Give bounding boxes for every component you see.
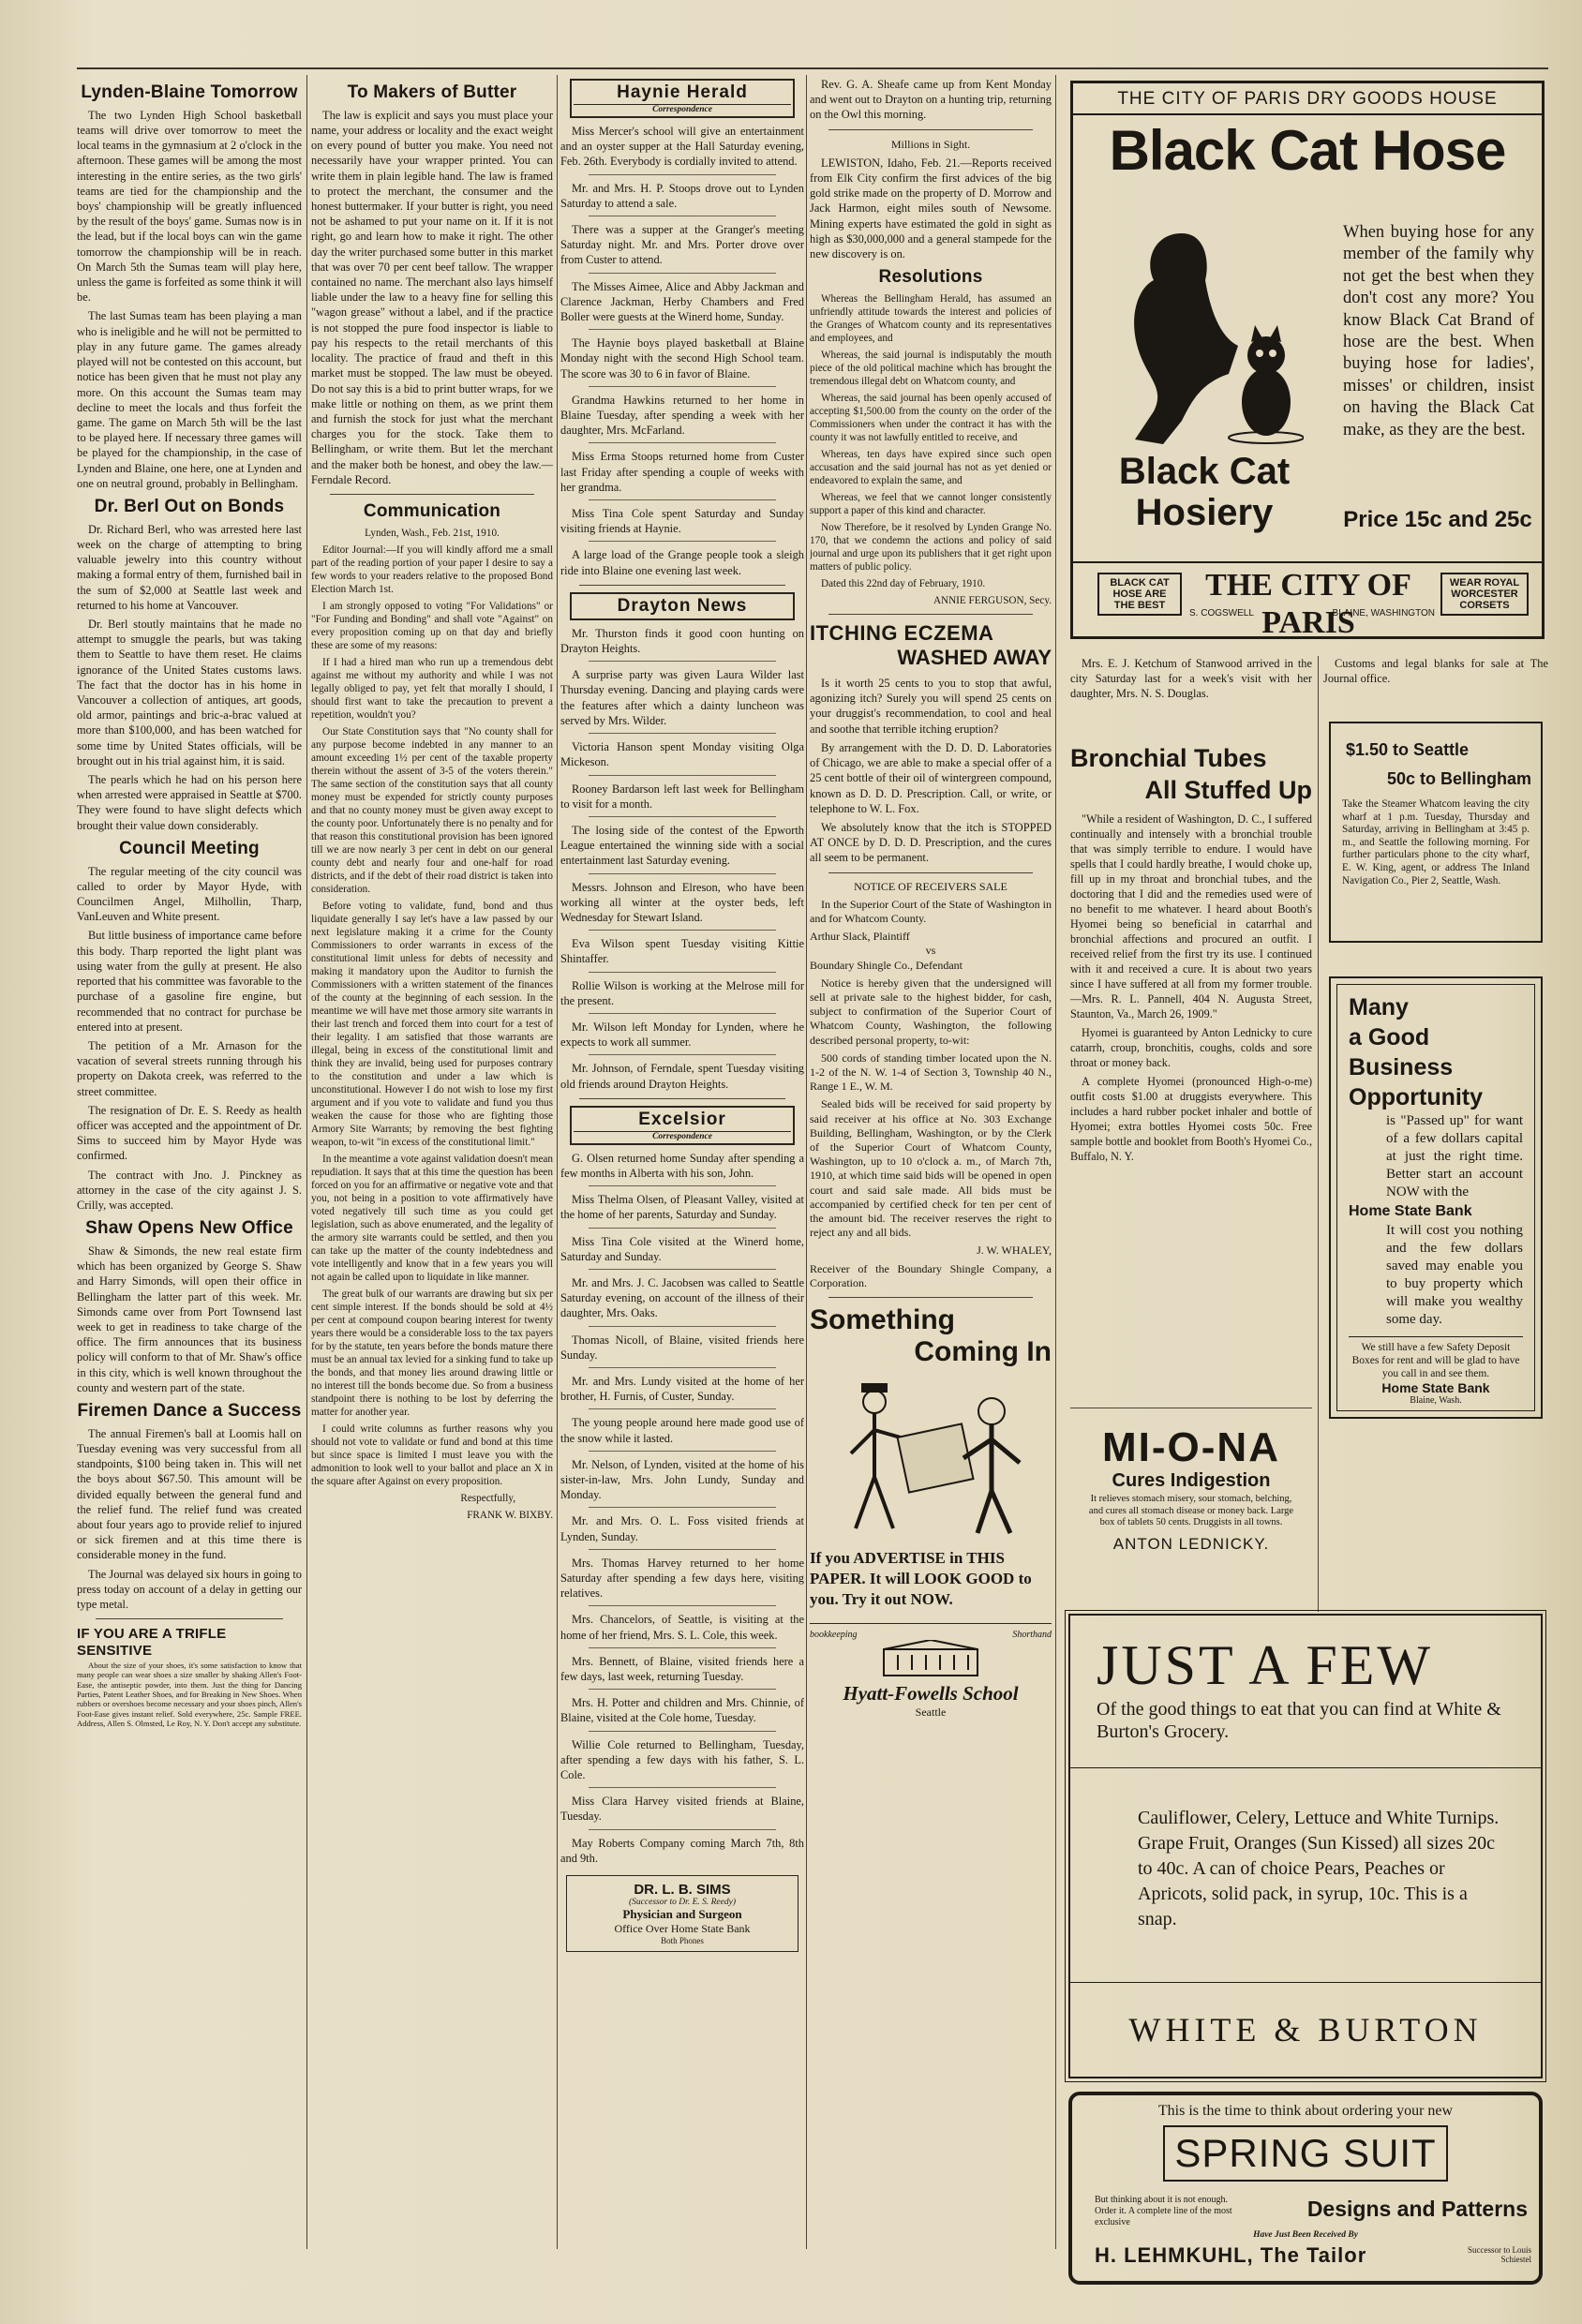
sims-name: DR. L. B. SIMS (634, 1882, 731, 1899)
spring-suit-ad (1068, 2092, 1543, 2285)
berl-headline: Dr. Berl Out on Bonds (94, 496, 285, 516)
excelsior-item: Miss Thelma Olsen, of Pleasant Valley, visited at the home of her parents, Saturday and Sunday. (560, 1193, 804, 1222)
communication-headline: Communication (363, 500, 501, 521)
berl-p1: Dr. Richard Berl, who was arrested here last week on the charge of attempting to bring valuable jewelry into this country without making a formal entry of them, furnished bail in the sum of $2,000 at Seattle last week and returned to his home at Vancouver. (77, 522, 302, 612)
item-divider (589, 174, 776, 175)
spring-title: SPRING SUIT (1163, 2125, 1448, 2182)
excelsior-header (570, 1106, 795, 1145)
comm-p9: I could write columns as further reasons why you should not vote to validate or fund and bond at this time but since space is limited I must leave you with the admonition to look well to your ballot and place an X in the square after Against on every proposition. (311, 1423, 553, 1487)
drayton-item: Messrs. Johnson and Elreson, who have been working all winter at the oyster beds, left Wednesday for Stewart Island. (560, 880, 804, 924)
item-divider (589, 1451, 776, 1452)
drayton-title: Drayton News (617, 595, 748, 616)
item-divider (589, 1228, 776, 1229)
item-divider (589, 733, 776, 734)
lynden-p2: The last Sumas team has been playing a man who is ineligible and he will not be permitted to play in any future game. The games already played will not be contested on this account, but notice has been given that he must not play any more. On this account the Sumas team may decline to meet the locals and thus forfeit the game. The game on March 5th will be the last to be played here. If necessary three games will be played for the championship, in the case of Lynden and Blaine, one here, one at Lynden and one on neutral ground, probably in Bellingham. (77, 309, 302, 490)
item-divider (589, 329, 776, 330)
item-divider (589, 1549, 776, 1550)
berl-p2: Dr. Berl stoutly maintains that he made no attempt to smuggle the pearls, but was taking them to Seattle to have them reset. He claims ignorance of the United States customs laws. The fact that the doctor has in his home in Vancouver a collection of antiques, art goods, old armor, paintings and bric-a-brac valued at more than $100,000, and has been watched for some time by United States officials, will be brought out in his trial against him, it is said. (77, 617, 302, 767)
comm-p3: I am strongly opposed to voting "For Validations" or "For Funding and Bonding" and shall vote "Against" on every proposition coming up on that day and briefly these are some of my reasons: (311, 600, 553, 651)
item-divider (589, 442, 776, 443)
bank-ad (1329, 976, 1543, 1419)
receivers-p3: 500 cords of standing timber located upon the N. 1-2 of the N. W. 1-4 of Section 3, Township 40 N., Range 1 E., W. M. (810, 1050, 1052, 1094)
council-p3: The petition of a Mr. Arnason for the vacation of several streets running through his property on Dakota creek, was referred to the street committee. (77, 1038, 302, 1098)
drayton-item: Rooney Bardarson left last week for Bellingham to visit for a month. (560, 782, 804, 811)
steamer-l1: $1.50 to Seattle (1346, 740, 1470, 759)
bank-p1: is "Passed up" for want of a few dollars capital at just the right time. Better start an account NOW with the (1386, 1113, 1523, 1199)
jaf-sub: Of the good things to eat that you can find at White & Burton's Grocery. (1097, 1699, 1501, 1742)
excelsior-item: Miss Tina Cole visited at the Winerd home, Saturday and Sunday. (560, 1234, 804, 1263)
lynden-headline: Lynden-Blaine Tomorrow (81, 82, 298, 102)
sims-title: Physician and Surgeon (622, 1907, 742, 1922)
separator (828, 872, 1033, 873)
haynie-item: There was a supper at the Granger's meeting Saturday night. Mr. and Mrs. Porter drove over from Custer to attend. (560, 223, 804, 267)
miona-sig: ANTON LEDNICKY. (1112, 1534, 1270, 1553)
res-p4: Whereas, ten days have expired since such open accusation and the said journal has not as yet denied or endeavored to explain the same, and (810, 449, 1052, 487)
drayton-item: A surprise party was given Laura Wilder last Thursday evening. Dancing and playing cards were the features after which a dainty luncheon was served by Mrs. Wilder. (560, 668, 804, 727)
item-divider (589, 1689, 776, 1690)
jaf-store: WHITE & BURTON (1070, 1982, 1541, 2077)
hyatt-left: bookkeeping (810, 1630, 858, 1640)
item-divider (589, 930, 776, 931)
bc-right-box: WEAR ROYAL WORCESTER CORSETS (1440, 573, 1529, 616)
item-divider (589, 1829, 776, 1830)
item-divider (589, 541, 776, 542)
sheafe-item: Rev. G. A. Sheafe came up from Kent Monday and went out to Drayton on a hunting trip, returning on the Owl this morning. (810, 78, 1052, 122)
something-line-2: Coming In (914, 1336, 1052, 1367)
drayton-item: The losing side of the contest of the Epworth League entertained the winning side with a social entertainment last Saturday evening. (560, 823, 804, 868)
separator (579, 585, 785, 586)
item-divider (589, 1787, 776, 1788)
bc-header: THE CITY OF PARIS DRY GOODS HOUSE (1073, 83, 1542, 115)
bank-l3: Business (1349, 1054, 1454, 1080)
res-p7: Dated this 22nd day of February, 1910. (821, 578, 986, 590)
bronchial-ad (1070, 714, 1312, 1389)
bc-left-box: BLACK CAT HOSE ARE THE BEST (1097, 573, 1182, 616)
council-headline: Council Meeting (119, 838, 260, 858)
item-divider (589, 1326, 776, 1327)
spring-name: H. LEHMKUHL, The Tailor (1095, 2243, 1367, 2267)
school-building-icon (874, 1640, 987, 1677)
spring-succ: Successor to Louis Schiestel (1468, 2245, 1531, 2264)
hyatt-name: Hyatt-Fowells School (843, 1682, 1019, 1705)
excelsior-item: Mr. and Mrs. J. C. Jacobsen was called to Seattle Saturday evening, on account of the illness of their daughter, Mrs. Oaks. (560, 1275, 804, 1320)
lady-and-cat-illustration (1097, 224, 1304, 458)
item-divider (589, 1408, 776, 1409)
bc-title: Black Cat Hose (1109, 119, 1506, 182)
haynie-item: Miss Erma Stoops returned home from Custer last Friday after spending a couple of weeks with her grandma. (560, 450, 804, 494)
item-divider (589, 873, 776, 874)
item-divider (589, 972, 776, 973)
comm-p2: Editor Journal:—If you will kindly afford me a small part of the reading portion of your paper I desire to say a few words to your readers relative to the proposed Bond Election March 1st. (311, 544, 553, 595)
comm-p4: If I had a hired man who run up a tremendous debt against me without my authority and while I was not legally obliged to pay, yet felt that morally I should, I should first want to take the precaution to prevent a repetition, wouldn't you? (311, 656, 553, 721)
itching-title-1: ITCHING ECZEMA (810, 621, 994, 646)
council-p5: The contract with Jno. J. Pinckney as attorney in the case of the city against J. S. Crilly, was accepted. (77, 1168, 302, 1212)
resolutions-headline: Resolutions (878, 267, 983, 288)
separator (579, 1098, 785, 1099)
hyatt-city: Seattle (915, 1706, 947, 1719)
berl-p3: The pearls which he had on his person here when arrested were appraised in Seattle at $700. They were found to have slight defects which brought their value down considerably. (77, 773, 302, 832)
column-3 (560, 77, 804, 2242)
sims-phones: Both Phones (661, 1936, 704, 1946)
comm-dateline: Lynden, Wash., Feb. 21st, 1910. (365, 527, 500, 539)
jaf-title: JUST A FEW (1097, 1634, 1433, 1696)
excelsior-item: May Roberts Company coming March 7th, 8th and 9th. (560, 1836, 804, 1865)
column-rule (806, 75, 807, 2249)
newsboy-illustration (818, 1374, 1043, 1542)
comm-p7: In the meantime a vote against validation doesn't mean repudiation. It says that at this time the question has been forced on you for an affirmative or negative vote and that you, not being in a position to vote affirmatively have voted negatively till such time as you could get legislation, such as above enumerated, and the legality of the armory site warrants could be settled, and then you can take up the matter of the county indebtedness and vote intelligently and know that in a few years you will not again be called upon to liquidate in like manner. (311, 1153, 553, 1283)
bc-price: Price 15c and 25c (1343, 507, 1532, 532)
bronchial-t1: Bronchial Tubes (1070, 744, 1267, 772)
item-divider (589, 1605, 776, 1606)
column-2 (311, 77, 553, 2242)
excelsior-item: Mr. and Mrs. Lundy visited at the home of her brother, H. Furnis, of Custer, Sunday. (560, 1374, 804, 1404)
excelsior-item: Mrs. H. Potter and children and Mrs. Chinnie, of Blaine, visited at the Cole home, Tuesday. (560, 1696, 804, 1725)
bc-location: BLAINE, WASHINGTON (1332, 608, 1435, 618)
haynie-item: Grandma Hawkins returned to her home in Blaine Tuesday, after spending a week with her daughter, Mrs. McFarland. (560, 393, 804, 438)
spring-right: Designs and Patterns (1306, 2197, 1528, 2221)
steamer-ad (1329, 722, 1543, 943)
excelsior-item: Mr. and Mrs. O. L. Foss visited friends at Lynden, Sunday. (560, 1514, 804, 1543)
bank-l1: Many (1349, 994, 1409, 1020)
something-line-1: Something (810, 1304, 955, 1335)
ketchum-item: Mrs. E. J. Ketchum of Stanwood arrived in the city Saturday last for a week's visit with her daughter, Mrs. N. S. Douglas. (1070, 657, 1312, 701)
bronchial-p3: A complete Hyomei (pronounced High-o-me) outfit costs $1.00 at druggists everywhere. This includes a hard rubber pocket inhaler and bottle of Hyomei; extra bottles Hyomei costs 50c. Free sample bottle and booklet from Booth's Hyomei Co., Buffalo, N. Y. (1070, 1075, 1312, 1163)
res-p6: Now Therefore, be it resolved by Lynden Grange No. 170, that we condemn the actions and policy of said journal and urge upon its publishers that it get right upon matters of public policy. (810, 522, 1052, 574)
column-rule (1055, 75, 1056, 2249)
item-divider (589, 816, 776, 817)
receivers-defendant: Boundary Shingle Co., Defendant (810, 958, 963, 972)
bank-name: Home State Bank (1349, 1203, 1472, 1219)
miona-sub: Cures Indigestion (1112, 1470, 1271, 1491)
sims-office: Office Over Home State Bank (614, 1922, 751, 1936)
bc-store: THE CITY OF PARIS (1205, 568, 1411, 640)
comm-p8: The great bulk of our warrants are drawing but six per cent simple interest. If the bonds should be sold at 4½ per cent at compound coupon bearing interest for twenty years there would be a considerable loss to the tax payers for by the statute, ten years before the bonds mature there must be an annual tax levied for a sinking fund to take up the bonds, and that money lies around drawing little or no interest till the bonds become due. So from a business standpoint there is nothing to be lost by deferring the matter for another year. (311, 1288, 553, 1418)
receivers-plaintiff: Arthur Slack, Plaintiff (810, 930, 910, 944)
bank-loc: Blaine, Wash. (1410, 1395, 1462, 1406)
item-divider (589, 1507, 776, 1508)
excelsior-item: Mrs. Thomas Harvey returned to her home Saturday after spending a few days here, visiting relatives. (560, 1556, 804, 1601)
receivers-p1: In the Superior Court of the State of Washington in and for Whatcom County. (810, 897, 1052, 925)
bronchial-p1: "While a resident of Washington, D. C., I suffered continually and intensely with a bronchial trouble that was simply terrible to endure. I would have spells that I could hardly breathe, I would choke up, fill up in my throat and bronchial tubes, and the doctoring that I did and the remedies used were of no benefit to me whatever. I heard about Booth's Hyomei being so beneficial in catarrhal and bronchial affections and procured an outfit. I received relief from the first try its use. I continued with it and received a cure. It is about two years since I have suffered at all from my former trouble.—Mrs. R. L. Pannell, 404 N. Augusta Street, Staunton, Va., March 26, 1909." (1070, 812, 1312, 1020)
haynie-item: Miss Tina Cole spent Saturday and Sunday visiting friends at Haynie. (560, 507, 804, 536)
item-divider (589, 273, 776, 274)
item-divider (589, 1185, 776, 1186)
bc-body: When buying hose for any member of the family why not get the best when they don't cost any more? You know Black Cat Brand of hose are the best. When buying hose for ladies', misses' or children, insist on having the Black Cat make, as they are the best. (1343, 223, 1534, 439)
excelsior-item: Mrs. Bennett, of Blaine, visited friends here a few days, last week, returning Tuesday. (560, 1654, 804, 1684)
drayton-header (570, 592, 795, 620)
miona-ad (1070, 1408, 1312, 1587)
trifle-body: About the size of your shoes, it's some satisfaction to know that many people can wear shoes a size smaller by shaking Allen's Foot-Ease, the antiseptic powder, into them. Just the thing for Dancing Parties, Patent Leather Shoes, and for Breaking in New Shoes. When rubbers or overshoes become necessary and your shoes pinch, Allen's Foot-Ease gives instant relief. Sold everywhere, 25c. Sample FREE. Address, Allen S. Olmsted, Le Roy, N. Y. Don't accept any substitute. (77, 1660, 302, 1729)
haynie-header (570, 79, 795, 118)
council-p1: The regular meeting of the city council was called to order by Mayor Hyde, with Councilmen Angel, Milhollin, Tharp, VanLeuven and White present. (77, 864, 302, 924)
column-1 (77, 77, 302, 2232)
item-divider (589, 1647, 776, 1648)
haynie-items (560, 124, 804, 578)
excelsior-item: Thomas Nicoll, of Blaine, visited friends here Sunday. (560, 1333, 804, 1362)
item-divider (589, 1731, 776, 1732)
res-p1: Whereas the Bellingham Herald, has assumed an unfriendly attitude towards the interest and policies of the Granges of Whatcom county and its representatives and employees, and (810, 293, 1052, 345)
haynie-item: The Misses Aimee, Alice and Abby Jackman and Clarence Jackman, Herby Chambers and Fred Boller were guests at the Winerd home, Sunday. (560, 279, 804, 324)
sims-card (566, 1875, 798, 1952)
excelsior-item: Mr. Nelson, of Lynden, visited at the home of his sister-in-law, Mrs. John Lundy, Sunday and Monday. (560, 1457, 804, 1502)
bank-p2: It will cost you nothing and the few dollars saved may enable you to buy property which will make you wealthy some day. (1386, 1223, 1523, 1327)
column-rule (1318, 656, 1319, 1612)
haynie-item: The Haynie boys played basketball at Blaine Monday night with the second High School team. The score was 30 to 6 in favor of Blaine. (560, 336, 804, 380)
spring-recv: Have Just Been Received By (1253, 2230, 1358, 2240)
bronchial-t2: All Stuffed Up (1144, 776, 1312, 804)
res-p5: Whereas, we feel that we cannot longer consistently support a paper of this kind and character. (810, 492, 1052, 517)
bc-owner: S. COGSWELL (1189, 608, 1254, 618)
bronchial-p2: Hyomei is guaranteed by Anton Lednicky to cure catarrh, croup, bronchitis, coughs, colds and sore throat or money back. (1070, 1026, 1312, 1069)
res-p2: Whereas, the said journal is indisputably the mouth piece of the old political machine which has brought the tremendous illegal debt on Whatcom county, and (810, 350, 1052, 388)
comm-p6: Before voting to validate, fund, bond and thus liquidate generally I say let's have a law passed by our next legislature making it a crime for the County Commissioners to order warrants in excess of the constitutional limit unless for debts of necessity and making it mandatory upon the Auditor to furnish the Commissioners with a written statement of the finances of the county at the beginning of each session. In the meantime we will have met those armory site warrants in their last trench and forced them into court for a test of their legality. I am satisfied that those warrants are illegal, being in excess of the constitutional limit and think they are invalid, being used for purposes contrary to the constitution and under a law which is unconstitutional. However I do not wish to lose my first argument and if you vote to validate and fund you thus weaken the cause for those who are fighting those Armory Site Warrants; by removing the best fighting weapon, to-wit "in excess of the constitutional limit." (311, 900, 553, 1148)
butter-headline: To Makers of Butter (347, 82, 517, 102)
receivers-sig2: Receiver of the Boundary Shingle Company, a Corporation. (810, 1261, 1052, 1289)
firemen-headline: Firemen Dance a Success (77, 1401, 302, 1422)
butter-p1: The law is explicit and says you must place your name, your address or locality and the exact weight on every pound of butter you make. You need not necessarily have your wrapper printed. You can write them in plain legible hand. The law is framed to protect the merchant, the consumer and the honest buttermaker. If your butter is right, you need not be ashamed to put your name on it. If it is not right, go and learn how to make it right. The other day the writer purchased some butter in this market that was over 70 per cent beef tallow. The wrapper contained no name. The merchant also lays himself liable under the law to a heavy fine for selling this "wagon grease" without a label, and if the practice is not stopped the pure food inspector is liable to pay his respects to the retail merchants of this locality. The practice of fraud and theft in this market must be stopped. The law must be obeyed. Do not say this is a bid to print butter wraps, for we make little or nothing on them, as we print them and furnish the stock for just what the merchant charges you for the stock. Take them to Bellingham, or write them. But let the merchant and the maker both be honest, and obey the law.—Ferndale Record. (311, 108, 553, 486)
separator (828, 129, 1033, 130)
excelsior-item: The young people around here made good use of the snow while it lasted. (560, 1416, 804, 1445)
item-divider (589, 1269, 776, 1270)
just-a-few-ad (1068, 1614, 1543, 2078)
item-divider (589, 386, 776, 387)
haynie-item: Miss Mercer's school will give an entertainment and an oyster supper at the Hall Saturday evening, Feb. 26th. Everybody is cordially invited to attend. (560, 125, 804, 169)
item-divider (589, 1367, 776, 1368)
top-rule (77, 67, 1548, 69)
haynie-sub: Correspondence (574, 104, 791, 114)
bank-p3: We still have a few Safety Deposit Boxes for rent and will be glad to have you call in and see them. (1351, 1342, 1520, 1379)
drayton-item: Mr. Wilson left Monday for Lynden, where he expects to work all summer. (560, 1020, 804, 1050)
bank-l2: a Good (1349, 1024, 1430, 1050)
comm-sig1: Respectfully, (460, 1492, 515, 1504)
bank-l4: Opportunity (1349, 1084, 1484, 1110)
excelsior-sub: Correspondence (574, 1131, 791, 1141)
sims-successor: (Successor to Dr. E. S. Reedy) (629, 1898, 736, 1908)
firemen-p1: The annual Firemen's ball at Loomis hall on Tuesday evening was very successful from all standpoints, $100 being taken in. This will net the boys about $67.50. This amount will be divided equally between the general fund and the relief fund. The relief fund was created about four years ago to provide relief to injured or sick firemen and at this time there is considerable money in the fund. (77, 1426, 302, 1562)
bank-name-2: Home State Bank (1381, 1380, 1490, 1395)
council-p4: The resignation of Dr. E. S. Reedy as health officer was accepted and the appointment of Dr. Sims to succeed him by Mayor Hyde was confirmed. (77, 1103, 302, 1163)
column-rule (306, 75, 307, 2249)
separator (96, 1618, 283, 1619)
black-cat-ad (1070, 81, 1545, 639)
hyatt-ad (810, 1623, 1052, 1720)
trifle-headline: IF YOU ARE A TRIFLE SENSITIVE (77, 1626, 227, 1659)
excelsior-title: Excelsior (638, 1109, 726, 1129)
drayton-item: Victoria Hanson spent Monday visiting Olga Mickeson. (560, 740, 804, 769)
shaw-headline: Shaw Opens New Office (85, 1218, 293, 1239)
receivers-p2: Notice is hereby given that the undersigned will sell at private sale to the highest bidder, for cash, subject to confirmation of the Superior Court of Whatcom County, Washington, the following described personal property, to-wit: (810, 976, 1052, 1047)
comm-sig2: FRANK W. BIXBY. (467, 1509, 553, 1521)
excelsior-item: Willie Cole returned to Bellingham, Tuesday, after spending a few days with his father, S. L. Cole. (560, 1737, 804, 1782)
council-p2: But little business of importance came before this body. Tharp reported the light plant was using water from the gully at present. He also reported that his committee was favorable to the purchase of a gasoline fire engine, but recommended that no contract for purchase be entered into at present. (77, 929, 302, 1034)
itching-p1: Is it worth 25 cents to you to stop that awful, agonizing itch? Surely you will spend 25 cents on your druggist's recommendation, to cool and heal and soothe that terrible itching eruption? (810, 677, 1052, 736)
drayton-item: Mr. Thurston finds it good coon hunting on Drayton Heights. (560, 626, 804, 656)
customs-item: Customs and legal blanks for sale at The Journal office. (1323, 657, 1548, 686)
item-divider (589, 1013, 776, 1014)
excelsior-item: G. Olsen returned home Sunday after spending a few months in Alberta with his son, John. (560, 1151, 804, 1180)
firemen-p2: The Journal was delayed six hours in going to press today on account of a delay in getting our type metal. (77, 1567, 302, 1612)
receivers-headline: NOTICE OF RECEIVERS SALE (854, 879, 1007, 893)
column-rule (557, 75, 558, 2249)
something-body: If you ADVERTISE in THIS PAPER. It will LOOK GOOD to you. Try it out NOW. (810, 1549, 1032, 1608)
lynden-p1: The two Lynden High School basketball teams will drive over tomorrow to meet the local teams in the gymnasium at 2 o'clock in the afternoon. These games will be among the most interesting in the entire series, as the two girls' teams are tied for the championship and the boys' championship will be greatly influenced by the result of the boys' game. Sumas now is in the lead, but if the local boys can win the game tomorrow the championship will be in reach. On March 5th the Sumas team will play here, unless the game is forfeited as some think it will be. (77, 108, 302, 305)
separator (828, 614, 1033, 615)
receivers-p4: Sealed bids will be received for said property by said receiver at his office at No. 303 Exchange Building, Bellingham, Washington, or by the Clerk of the Superior Court of Whatcom County, Washington, up to 10 o'clock a. m., of March 7th, 1910, at which time said bids will be opened in open court and said sale made. All bids must be accompanied by certified check for ten per cent of the amount bid. The receiver reserves the right to reject any and all bids. (810, 1097, 1052, 1240)
receivers-vs: vs (925, 944, 936, 958)
drayton-item: Mr. Johnson, of Ferndale, spent Tuesday visiting old friends around Drayton Heights. (560, 1062, 804, 1091)
itching-p3: We absolutely know that the itch is STOPPED AT ONCE by D. D. D. Prescription, and the cures all seem to be permanent. (810, 820, 1052, 865)
res-sig: ANNIE FERGUSON, Secy. (933, 595, 1052, 607)
miona-body: It relieves stomach misery, sour stomach, belching, and cures all stomach disease or money back. Large box of tablets 50 cents. Druggists in all towns. (1088, 1494, 1294, 1528)
spring-top: This is the time to think about ordering your new (1157, 2103, 1454, 2119)
item-divider (589, 661, 776, 662)
millions-p1: LEWISTON, Idaho, Feb. 21.—Reports received from Elk City confirm the first advices of the big gold strike made on the property of D. Morrow and Jack Harmon, eight miles south of Newsome. Mining experts have estimated the gold in sight as high as $30,000,000 and a general stampede for the new discovery is on. (810, 156, 1052, 261)
bc-brand-1: Black Cat (1118, 451, 1291, 492)
separator (330, 494, 534, 495)
drayton-item: Rollie Wilson is working at the Melrose mill for the present. (560, 978, 804, 1007)
drayton-items (560, 626, 804, 1092)
bc-brand-2: Hosiery (1135, 492, 1274, 533)
drayton-item: Eva Wilson spent Tuesday visiting Kittie Shintaffer. (560, 937, 804, 966)
miona-title: MI-O-NA (1102, 1424, 1280, 1470)
excelsior-item: Miss Clara Harvey visited friends at Blaine, Tuesday. (560, 1795, 804, 1824)
excelsior-item: Mrs. Chancelors, of Seattle, is visiting at the home of her friend, Mrs. S. L. Cole, this week. (560, 1613, 804, 1642)
steamer-body: Take the Steamer Whatcom leaving the city wharf at 1 p.m. Tuesday, Thursday and Saturday, arriving in Bellingham at 3:45 p. m., and Seattle the following morning. For further particulars phone to the city wharf, E. W. King, agent, or address The Inland Navigation Co., Pier 2, Seattle, Wash. (1342, 798, 1530, 886)
itching-title-2: WASHED AWAY (897, 646, 1052, 670)
spring-left: But thinking about it is not enough. Order it. A complete line of the most exclusive (1095, 2195, 1232, 2227)
separator (828, 1297, 1033, 1298)
haynie-item: A large load of the Grange people took a sleigh ride into Blaine one evening last week. (560, 548, 804, 577)
receivers-sig1: J. W. WHALEY, (977, 1244, 1052, 1258)
shaw-p1: Shaw & Simonds, the new real estate firm which has been organized by George S. Shaw and Harry Simonds, will open their office in Bellingham the latter part of this week. Mr. Simonds came over from Port Townsend last week to get in readiness to take charge of the office. The firm announces that its business policy will conform to that of Mr. Shaw's office in this city, which is well known throughout the county and western part of the state. (77, 1244, 302, 1394)
jaf-body: Cauliflower, Celery, Lettuce and White Turnips. Grape Fruit, Oranges (Sun Kissed) all sizes 20c to 40c. A can of choice Pears, Peaches or Apricots, solid pack, in syrup, 10c. This is a snap. (1138, 1808, 1500, 1929)
comm-p5: Our State Constitution says that "No county shall for any purpose become indebted in any manner to an amount exceeding 1½ per cent of the taxable property therein without the assent of 3-5 of the voters therein." The same section of the constitution says that all county money must be expended for strictly county purposes and that no county money must be given away except to the county poor. Unfortunately there is no penalty and for that reason this constitutional provision has been ignored till we are now nearly 3 per cent in debt on our general county debt and nearly four and one-half for road districts, and if the debt of their road district is taken into consideration. (311, 725, 553, 895)
steamer-l2: 50c to Bellingham (1386, 769, 1531, 788)
excelsior-items (560, 1151, 804, 1866)
item-divider (589, 1054, 776, 1055)
item-divider (589, 499, 776, 500)
itching-p2: By arrangement with the D. D. D. Laboratories of Chicago, we are able to make a special offer of a 25 cent bottle of their oil of wintergreen compound, known as D. D. D. Prescription. Call, or write, or telephone to W. L. Fox. (810, 740, 1052, 815)
millions-headline: Millions in Sight. (890, 137, 971, 151)
item-divider (589, 775, 776, 776)
column-4 (810, 77, 1052, 2242)
hyatt-right: Shorthand (1012, 1630, 1052, 1640)
haynie-item: Mr. and Mrs. H. P. Stoops drove out to Lynden Saturday to attend a sale. (560, 181, 804, 210)
haynie-title: Haynie Herald (617, 82, 748, 102)
res-p3: Whereas, the said journal has been openly accused of accepting $1,500.00 from the county on the order of the Commissioners when under the contract it has with the county it was not lawfully entitled to receive, and (810, 393, 1052, 444)
